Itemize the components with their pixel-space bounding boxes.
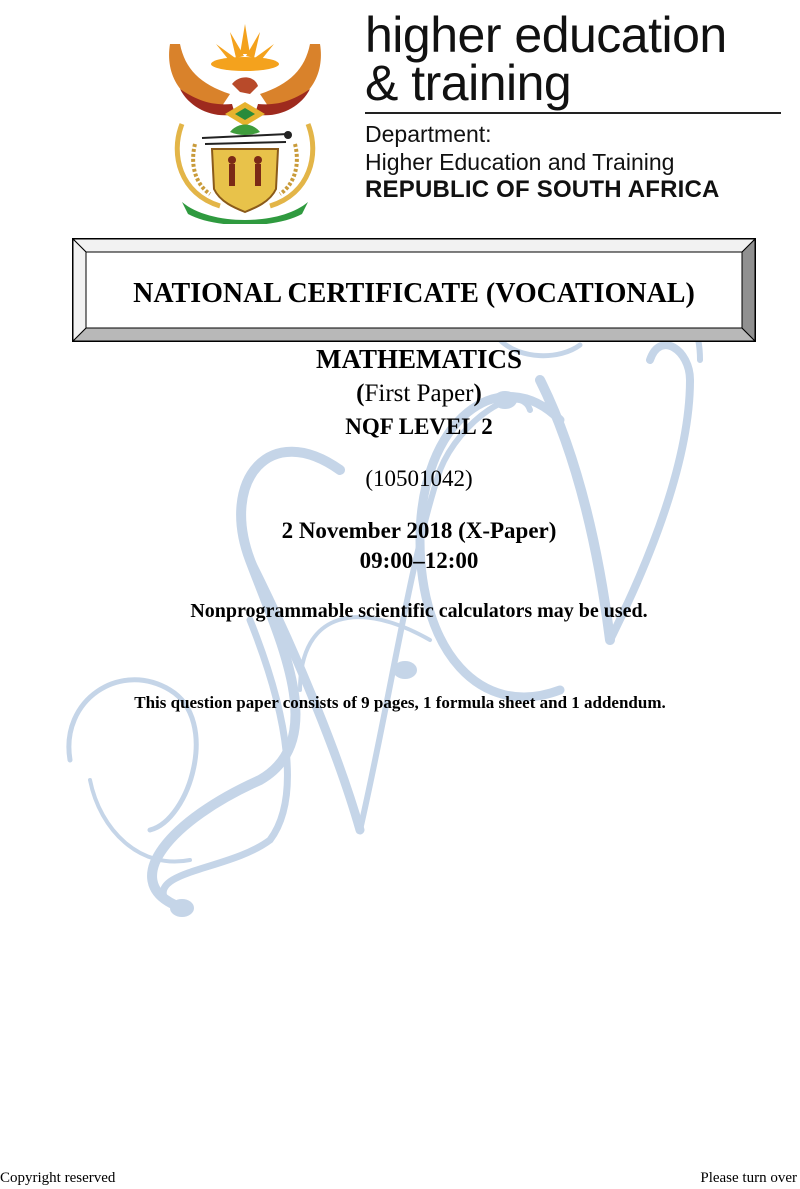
coat-of-arms-logo bbox=[160, 14, 330, 224]
certificate-title: NATIONAL CERTIFICATE (VOCATIONAL) bbox=[133, 278, 695, 309]
calculator-note: Nonprogrammable scientific calculators may be used. bbox=[190, 600, 648, 622]
paper-text: First Paper bbox=[364, 380, 474, 407]
country-name: REPUBLIC OF SOUTH AFRICA bbox=[365, 176, 720, 203]
brand-divider bbox=[365, 112, 781, 114]
paper-contents-note: This question paper consists of 9 pages, 1 formula sheet and 1 addendum. bbox=[134, 693, 666, 712]
certificate-banner bbox=[72, 238, 756, 342]
brand-line-1: higher education bbox=[365, 7, 727, 63]
subject-title: MATHEMATICS bbox=[315, 344, 522, 374]
copyright-footer: Copyright reserved bbox=[0, 1170, 116, 1186]
department-branding bbox=[365, 7, 785, 204]
coat-of-arms-icon bbox=[160, 14, 330, 224]
exam-time: 09:00–12:00 bbox=[359, 548, 479, 573]
subject-code: (10501042) bbox=[365, 466, 473, 491]
turn-over-footer: Please turn over bbox=[700, 1170, 797, 1186]
department-name: Higher Education and Training bbox=[365, 149, 675, 175]
paper-open-paren: ( bbox=[356, 380, 365, 407]
paper-label bbox=[0, 380, 800, 408]
paper-close-paren: ) bbox=[473, 380, 482, 407]
department-label: Department: bbox=[365, 121, 492, 147]
brand-line-2: & training bbox=[365, 55, 572, 111]
nqf-level: NQF LEVEL 2 bbox=[345, 414, 493, 439]
exam-date: 2 November 2018 (X-Paper) bbox=[281, 518, 557, 543]
